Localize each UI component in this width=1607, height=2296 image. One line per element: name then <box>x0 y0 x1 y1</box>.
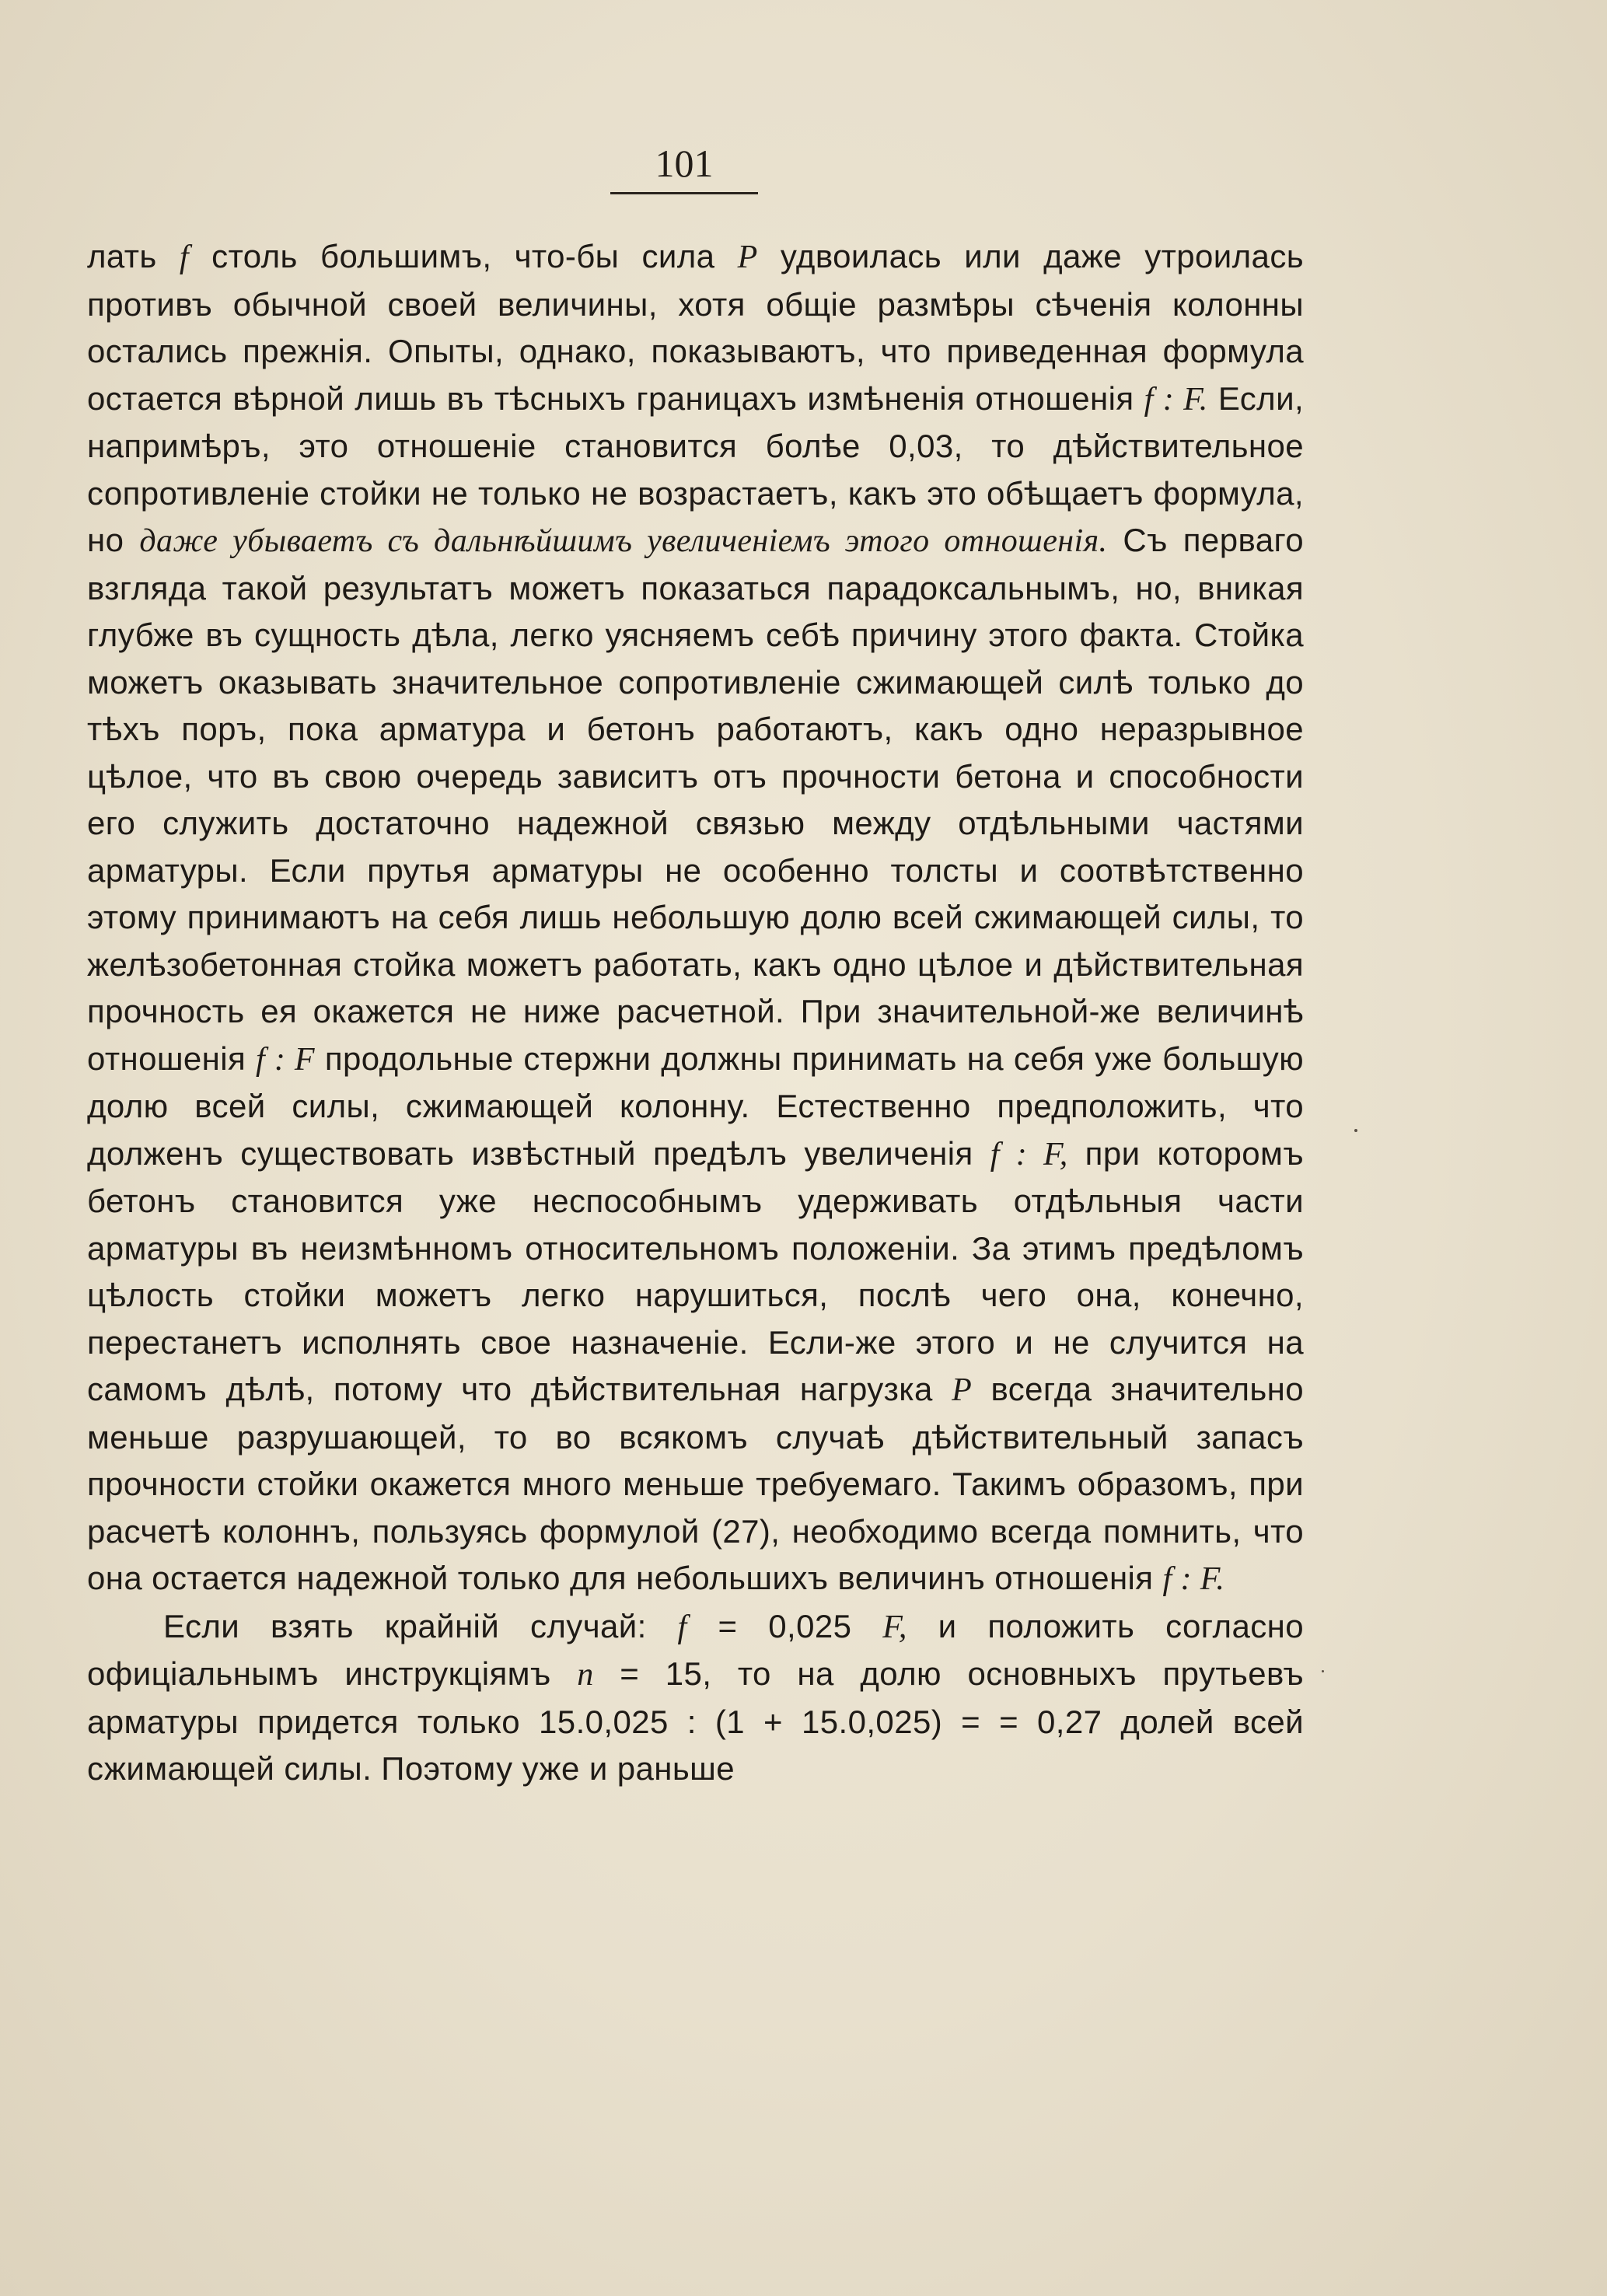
math-symbol: P <box>952 1372 973 1408</box>
body-text <box>87 233 1304 1793</box>
math-symbol: f : F <box>256 1041 315 1078</box>
text-run: = 0,025 <box>686 1607 883 1644</box>
math-symbol: F, <box>882 1609 907 1645</box>
paper-speck <box>1354 1129 1357 1132</box>
text-run: удвоилась или даже утроилась противъ обычной своей величины, хотя общіе размѣры сѣченія колонны остались прежнія. Опыты, однако, показываютъ, что приведенная формула остается вѣрной лишь въ тѣсныхъ границахъ измѣненія отношенія <box>87 238 1304 417</box>
paragraph <box>87 1603 1304 1793</box>
paragraph <box>87 233 1304 1603</box>
text-run: лать <box>87 238 180 274</box>
header-rule <box>610 192 758 194</box>
text-run: и положить согласно офиціальнымъ инструкціямъ <box>87 1607 1304 1692</box>
emphasized-text: даже убываетъ съ дальнѣйшимъ увеличеніемъ этого отношенія. <box>139 523 1108 559</box>
text-run: = 15, то на долю основныхъ прутьевъ арматуры придется только 15.0,025 : (1 + 15.0,025) = = 0,27 долей всей сжимающей силы. Поэтому уже и раньше <box>87 1655 1304 1787</box>
math-symbol: n <box>577 1657 594 1693</box>
math-symbol: P <box>737 239 758 275</box>
text-run: всегда значительно меньше разрушающей, то во всякомъ случаѣ дѣйствительный запасъ прочности стойки окажется много меньше требуемаго. Такимъ образомъ, при расчетѣ колоннъ, пользуясь формулой (27), необходимо всегда помнить, что она остается надежной только для небольшихъ величинъ отношенія <box>87 1371 1304 1596</box>
math-symbol: f : F. <box>1144 381 1208 418</box>
text-run: Если, напримѣръ, это отношеніе становится болѣе 0,03, то дѣйствительное сопротивленіе стойки не только не возрастаетъ, какъ это обѣщаетъ формула, но <box>87 379 1305 558</box>
math-symbol: f <box>677 1609 687 1645</box>
text-run: при которомъ бетонъ становится уже неспособнымъ удерживать отдѣльныя части арматуры въ неизмѣнномъ относительномъ положеніи. За этимъ предѣломъ цѣлость стойки можетъ легко нарушиться, послѣ чего она, конечно, перестанетъ исполнять свое назначеніе. Если-же этого и не случится на самомъ дѣлѣ, потому что дѣйствительная нагрузка <box>87 1134 1304 1407</box>
math-symbol: f : F, <box>990 1136 1068 1172</box>
text-run: столь большимъ, что-бы сила <box>188 238 738 274</box>
math-symbol: f : F. <box>1162 1561 1225 1597</box>
paper-speck <box>1322 1670 1324 1672</box>
text-run: Если взять крайній случай: <box>163 1607 678 1644</box>
text-run: Съ перваго взгляда такой результатъ можетъ показаться парадоксальнымъ, но, вникая глубже въ сущность дѣла, легко уясняемъ себѣ причину этого факта. Стойка можетъ оказывать значительное сопротивленіе сжимающей силѣ только до тѣхъ поръ, пока арматура и бетонъ работаютъ, какъ одно неразрывное цѣлое, что въ свою очередь зависитъ отъ прочности бетона и способности его служить достаточно надежной связью между отдѣльными частями арматуры. Если прутья арматуры не особенно толсты и соотвѣтственно этому принимаютъ на себя лишь небольшую долю всей сжимающей силы, то желѣзобетонная стойка можетъ работать, какъ одно цѣлое и дѣйствительная прочность ея окажется не ниже расчетной. При значительной-же величинѣ отношенія <box>87 522 1305 1077</box>
page-number: 101 <box>655 142 714 185</box>
text-run: продольные стержни должны принимать на себя уже большую долю всей силы, сжимающей колонну. Естественно предположить, что долженъ существовать извѣстный предѣлъ увеличенія <box>87 1040 1305 1172</box>
math-symbol: f <box>179 239 189 275</box>
